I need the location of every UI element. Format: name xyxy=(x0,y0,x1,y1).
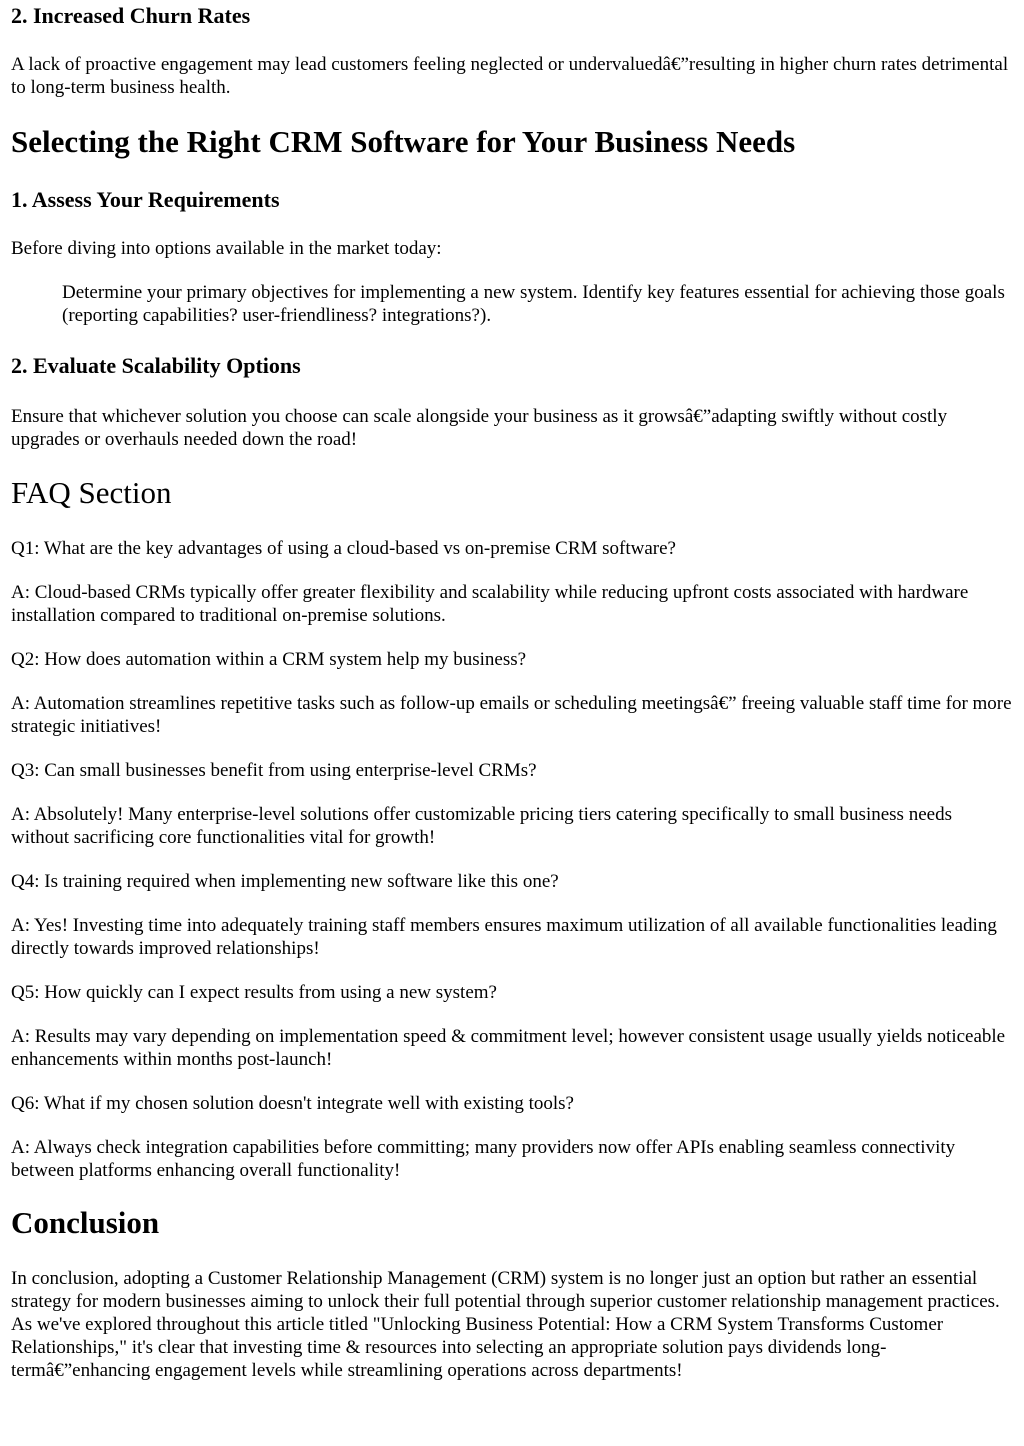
assess-quote: Determine your primary objectives for implementing a new system. Identify key features essential for achieving those goals (reporting capabilities? user-friendliness? integrations?). xyxy=(62,282,1005,326)
assess-heading: 1. Assess Your Requirements xyxy=(11,187,280,212)
scalability-text: Ensure that whichever solution you choose can scale alongside your business as it growsâ€”adapting swiftly without costly upgrades or overhauls needed down the road! xyxy=(11,406,948,450)
selecting-heading: Selecting the Right CRM Software for Your Business Needs xyxy=(11,124,796,159)
faq-heading: FAQ Section xyxy=(11,475,172,510)
conclusion-heading: Conclusion xyxy=(11,1205,160,1240)
faq-question: Q2: How does automation within a CRM system help my business? xyxy=(11,649,527,670)
faq-answer: A: Always check integration capabilities before committing; many providers now offer APIs enabling seamless connectivity between platforms enhancing overall functionality! xyxy=(11,1137,956,1181)
faq-question: Q3: Can small businesses benefit from using enterprise-level CRMs? xyxy=(11,760,537,781)
faq-answer: A: Cloud-based CRMs typically offer greater flexibility and scalability while reducing upfront costs associated with hardware installation compared to traditional on-premise solutions. xyxy=(11,582,969,626)
faq-answer: A: Results may vary depending on implementation speed & commitment level; however consistent usage usually yields noticeable enhancements within months post-launch! xyxy=(11,1026,1006,1070)
assess-intro: Before diving into options available in the market today: xyxy=(11,238,442,259)
faq-question: Q4: Is training required when implementing new software like this one? xyxy=(11,871,559,892)
faq-question: Q6: What if my chosen solution doesn't integrate well with existing tools? xyxy=(11,1093,574,1114)
scalability-heading: 2. Evaluate Scalability Options xyxy=(11,353,301,378)
conclusion-text: In conclusion, adopting a Customer Relationship Management (CRM) system is no longer just an option but rather an essential strategy for modern businesses aiming to unlock their full potential through superior customer relationship management practices. As we've explored throughout this article titled "Unlocking Business Potential: How a CRM System Transforms Customer Relationships," it's clear that investing time & resources into selecting an appropriate solution pays dividends long-termâ€”enhancing engagement levels while streamlining operations across departments! xyxy=(11,1268,1000,1381)
faq-question: Q5: How quickly can I expect results from using a new system? xyxy=(11,982,497,1003)
faq-answer: A: Automation streamlines repetitive tasks such as follow-up emails or scheduling meetingsâ€” freeing valuable staff time for more strategic initiatives! xyxy=(11,693,1012,737)
faq-question: Q1: What are the key advantages of using a cloud-based vs on-premise CRM software? xyxy=(11,538,676,559)
faq-answer: A: Absolutely! Many enterprise-level solutions offer customizable pricing tiers catering specifically to small business needs without sacrificing core functionalities vital for growth! xyxy=(11,804,952,848)
faq-answer: A: Yes! Investing time into adequately training staff members ensures maximum utilization of all available functionalities leading directly towards improved relationships! xyxy=(11,915,997,959)
churn-text: A lack of proactive engagement may lead customers feeling neglected or undervaluedâ€”resulting in higher churn rates detrimental to long-term business health. xyxy=(11,54,1009,98)
churn-heading: 2. Increased Churn Rates xyxy=(11,3,251,28)
